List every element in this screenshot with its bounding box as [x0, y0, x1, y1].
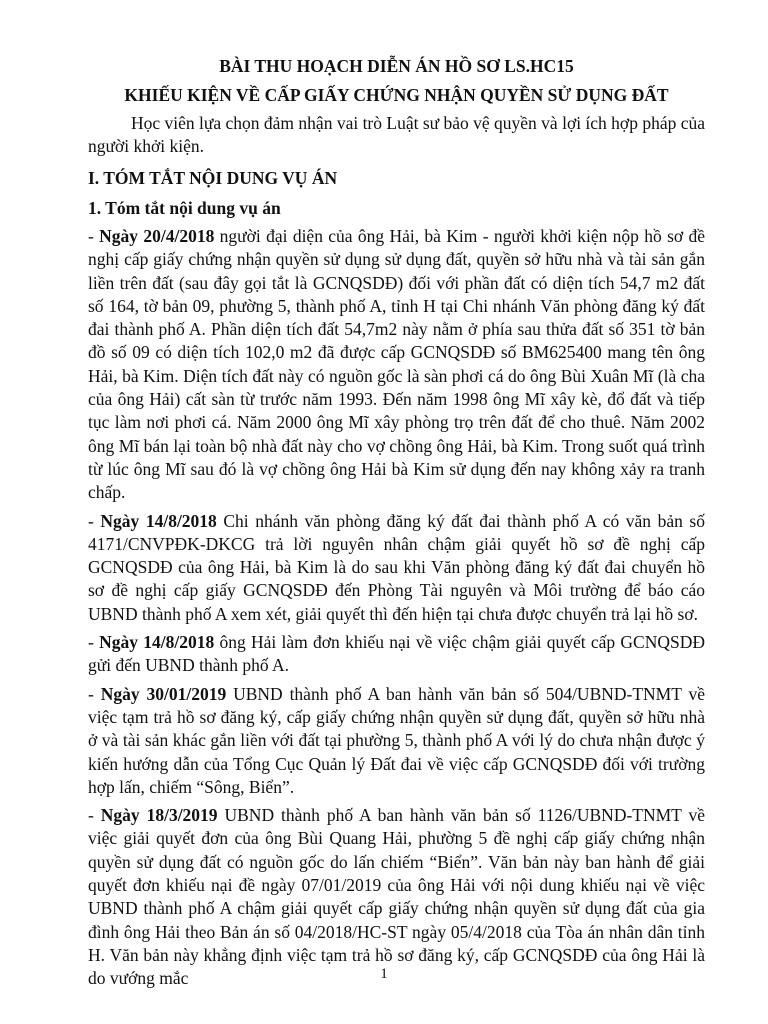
- document-body: [88, 54, 705, 991]
- event-paragraph: - Ngày 14/8/2018 Chi nhánh văn phòng đăng ký đất đai thành phố A có văn bản số 4171/CNVPĐK-DKCG trả lời nguyên nhân chậm giải quyết hồ sơ đề nghị cấp GCNQSDĐ của ông Hải, bà Kim là do sau khi Văn phòng đăng ký đất đai chuyển hồ sơ đề nghị cấp giấy GCNQSDĐ đến Phòng Tài nguyên và Môi trường để báo cáo UBND thành phố A xem xét, giải quyết thì đến hiện tại chưa được chuyển trả lại hồ sơ.: [88, 510, 705, 624]
- event-text: Chi nhánh văn phòng đăng ký đất đai thành phố A có văn bản số 4171/CNVPĐK-DKCG trả lời nguyên nhân chậm giải quyết hồ sơ đề nghị cấp GCNQSDĐ của ông Hải, bà Kim là do sau khi Văn phòng đăng ký đất đai chuyển hồ sơ đề nghị cấp giấy GCNQSDĐ đến Phòng Tài nguyên và Môi trường để báo cáo UBND thành phố A xem xét, giải quyết thì đến hiện tại chưa được chuyển trả lại hồ sơ.: [88, 510, 705, 624]
- event-paragraph: - Ngày 30/01/2019 UBND thành phố A ban hành văn bản số 504/UBND-TNMT về việc tạm trả hồ sơ đăng ký, cấp giấy chứng nhận quyền sử dụng đất, quyền sở hữu nhà ở và tài sản khác gắn liền với đất tại phường 5, thành phố A với lý do chưa nhận được ý kiến hướng dẫn của Tổng Cục Quản lý Đất đai về việc cấp GCNQSDĐ đối với trường hợp lấn, chiếm “Sông, Biển”.: [88, 683, 706, 797]
- event-date: Ngày 14/8/2018: [99, 632, 215, 653]
- event-paragraph: - Ngày 14/8/2018 ông Hải làm đơn khiếu nại về việc chậm giải quyết cấp GCNQSDĐ gửi đến UBND thành phố A.: [88, 632, 705, 676]
- event-text: UBND thành phố A ban hành văn bản số 1126/UBND-TNMT về việc giải quyết đơn của ông Bùi Quang Hải, phường 5 đề nghị cấp giấy chứng nhận quyền sử dụng đất có nguồn gốc do lấn chiếm “Biển”. Văn bản này ban hành để giải quyết đơn khiếu nại đề ngày 07/01/2019 của ông Hải với nội dung khiếu nại về việc UBND thành phố A chậm giải quyết cấp giấy chứng nhận quyền sử dụng đất của gia đình ông Hải theo Bản án số 04/2018/HC-ST ngày 05/4/2018 của Tòa án nhân dân tỉnh H. Văn bản này khẳng định việc tạm trả hồ sơ đăng ký, cấp GCNQSDĐ của ông Hải là do vướng mắc: [88, 805, 705, 989]
- event-date: Ngày 18/3/2019: [100, 805, 218, 826]
- event-paragraph: - Ngày 20/4/2018 người đại diện của ông Hải, bà Kim - người khởi kiện nộp hồ sơ đề nghị cấp giấy chứng nhận quyền sử dụng sử dụng đất, quyền sở hữu nhà và tài sản gắn liền trên đất (sau đây gọi tắt là GCNQSDĐ) đối với phần đất có diện tích 54,7 m2 đất số 164, tờ bản 09, phường 5, thành phố A, tỉnh H tại Chi nhánh Văn phòng đăng ký đất đai thành phố A. Phần diện tích đất 54,7m2 này nằm ở phía sau thửa đất số 351 tờ bản đồ số 09 có diện tích 102,0 m2 đã được cấp GCNQSDĐ số BM625400 mang tên ông Hải, bà Kim. Diện tích đất này có nguồn gốc là sàn phơi cá do ông Bùi Xuân Mĩ (là cha của ông Hải) cất sàn từ trước năm 1993. Đến năm 1998 ông Mĩ xây kè, đổ đất và tiếp tục làm nơi phơi cá. Năm 2000 ông Mĩ xây phòng trọ trên đất để cho thuê. Năm 2002 ông Mĩ bán lại toàn bộ nhà đất này cho vợ chồng ông Hải, bà Kim. Trong suốt quá trình từ lúc ông Mĩ sau đó là vợ chồng ông Hải bà Kim sử dụng đến nay không xảy ra tranh chấp.: [88, 226, 705, 503]
- document-title: BÀI THU HOẠCH DIỄN ÁN HỒ SƠ LS.HC15: [219, 56, 574, 76]
- event-paragraph: - Ngày 18/3/2019 UBND thành phố A ban hành văn bản số 1126/UBND-TNMT về việc giải quyết đơn của ông Bùi Quang Hải, phường 5 đề nghị cấp giấy chứng nhận quyền sử dụng đất có nguồn gốc do lấn chiếm “Biển”. Văn bản này ban hành để giải quyết đơn khiếu nại đề ngày 07/01/2019 của ông Hải với nội dung khiếu nại về việc UBND thành phố A chậm giải quyết cấp giấy chứng nhận quyền sử dụng đất của gia đình ông Hải theo Bản án số 04/2018/HC-ST ngày 05/4/2018 của Tòa án nhân dân tỉnh H. Văn bản này khẳng định việc tạm trả hồ sơ đăng ký, cấp GCNQSDĐ của ông Hải là do vướng mắc: [88, 805, 705, 989]
- section-heading: I. TÓM TẮT NỘI DUNG VỤ ÁN: [88, 168, 338, 188]
- intro-paragraph: Học viên lựa chọn đảm nhận vai trò Luật sư bảo vệ quyền và lợi ích hợp pháp của người khởi kiện.: [88, 113, 705, 156]
- event-date: Ngày 14/8/2018: [100, 510, 217, 531]
- event-text: ông Hải làm đơn khiếu nại về việc chậm giải quyết cấp GCNQSDĐ gửi đến UBND thành phố A.: [88, 632, 705, 676]
- document-subtitle: KHIẾU KIỆN VỀ CẤP GIẤY CHỨNG NHẬN QUYỀN SỬ DỤNG ĐẤT: [124, 85, 669, 105]
- page-number: 1: [380, 966, 388, 982]
- event-text: người đại diện của ông Hải, bà Kim - người khởi kiện nộp hồ sơ đề nghị cấp giấy chứng nhận quyền sử dụng sử dụng đất, quyền sở hữu nhà và tài sản gắn liền trên đất (sau đây gọi tắt là GCNQSDĐ) đối với phần đất có diện tích 54,7 m2 đất số 164, tờ bản 09, phường 5, thành phố A, tỉnh H tại Chi nhánh Văn phòng đăng ký đất đai thành phố A. Phần diện tích đất 54,7m2 này nằm ở phía sau thửa đất số 351 tờ bản đồ số 09 có diện tích 102,0 m2 đã được cấp GCNQSDĐ số BM625400 mang tên ông Hải, bà Kim. Diện tích đất này có nguồn gốc là sàn phơi cá do ông Bùi Xuân Mĩ (là cha của ông Hải) cất sàn từ trước năm 1993. Đến năm 1998 ông Mĩ xây kè, đổ đất và tiếp tục làm nơi phơi cá. Năm 2000 ông Mĩ xây phòng trọ trên đất để cho thuê. Năm 2002 ông Mĩ bán lại toàn bộ nhà đất này cho vợ chồng ông Hải, bà Kim. Trong suốt quá trình từ lúc ông Mĩ sau đó là vợ chồng ông Hải bà Kim sử dụng đến nay không xảy ra tranh chấp.: [88, 226, 705, 503]
- event-date: Ngày 30/01/2019: [100, 683, 227, 704]
- event-date: Ngày 20/4/2018: [99, 226, 215, 246]
- sub-heading: 1. Tóm tắt nội dung vụ án: [88, 198, 281, 218]
- event-text: UBND thành phố A ban hành văn bản số 504/UBND-TNMT về việc tạm trả hồ sơ đăng ký, cấp giấy chứng nhận quyền sử dụng đất, quyền sở hữu nhà ở và tài sản khác gắn liền với đất tại phường 5, thành phố A với lý do chưa nhận được ý kiến hướng dẫn của Tổng Cục Quản lý Đất đai về việc cấp GCNQSDĐ đối với trường hợp lấn, chiếm “Sông, Biển”.: [88, 683, 706, 797]
